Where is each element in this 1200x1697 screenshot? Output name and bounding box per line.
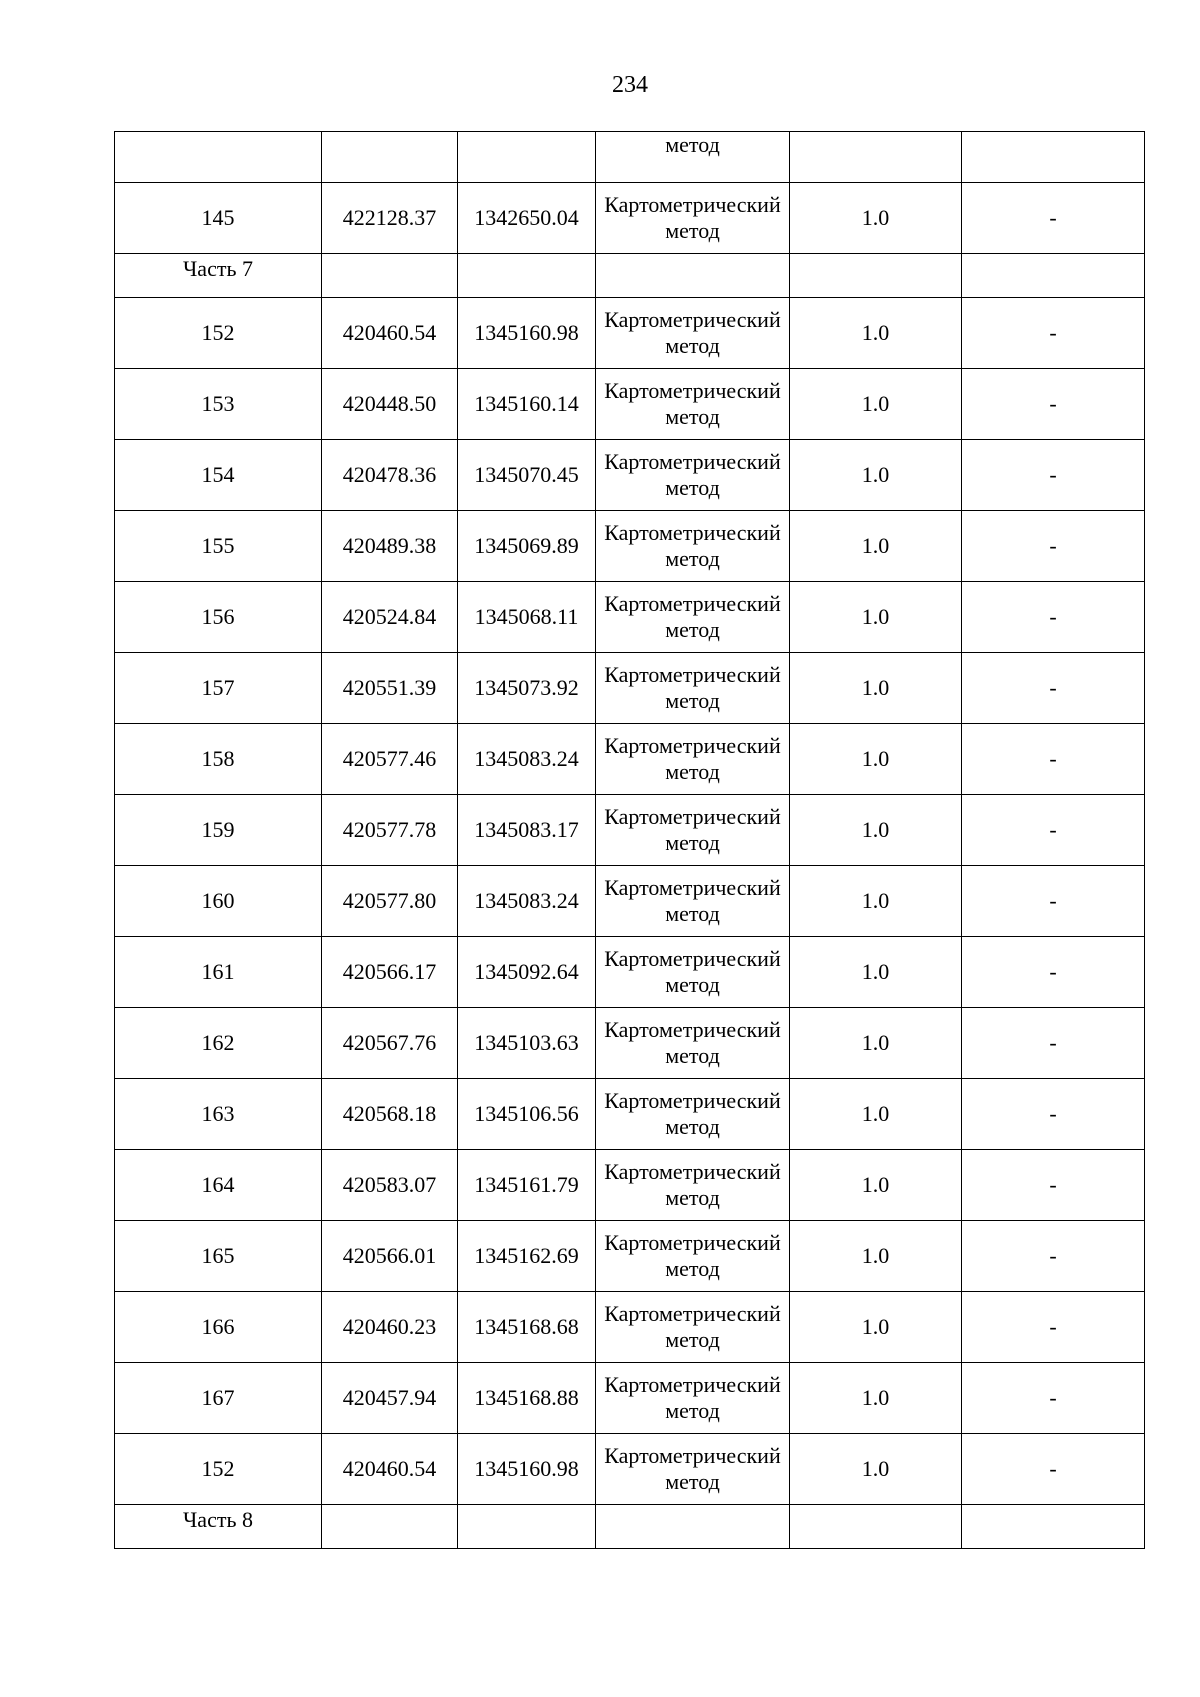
cell-accuracy (790, 132, 962, 183)
method-line: метод (665, 759, 720, 784)
cell-y: 1342650.04 (458, 183, 596, 254)
cell-accuracy: 1.0 (790, 1221, 962, 1292)
cell-accuracy: 1.0 (790, 795, 962, 866)
cell-y (458, 254, 596, 298)
table-row-part-heading (115, 254, 1145, 298)
table-row (115, 511, 1145, 582)
cell-accuracy: 1.0 (790, 511, 962, 582)
cell-y (458, 132, 596, 183)
cell-x: 420568.18 (322, 1079, 458, 1150)
table-row (115, 724, 1145, 795)
cell-x: 420489.38 (322, 511, 458, 582)
cell-accuracy: 1.0 (790, 1150, 962, 1221)
cell-y: 1345168.88 (458, 1363, 596, 1434)
cell-description (962, 132, 1145, 183)
table-row (115, 937, 1145, 1008)
cell-accuracy: 1.0 (790, 937, 962, 1008)
table-row (115, 1221, 1145, 1292)
cell-method (596, 937, 790, 1008)
method-line: Картометрический (604, 946, 781, 971)
cell-point: 164 (115, 1150, 322, 1221)
cell-y (458, 1505, 596, 1549)
cell-point: 162 (115, 1008, 322, 1079)
method-line: Картометрический (604, 591, 781, 616)
cell-method (596, 1292, 790, 1363)
cell-accuracy: 1.0 (790, 582, 962, 653)
method-line: Картометрический (604, 1301, 781, 1326)
cell-y: 1345069.89 (458, 511, 596, 582)
cell-point: 161 (115, 937, 322, 1008)
cell-description: - (962, 937, 1145, 1008)
cell-x: 420460.54 (322, 1434, 458, 1505)
cell-x: 420448.50 (322, 369, 458, 440)
cell-accuracy: 1.0 (790, 183, 962, 254)
table-row (115, 1292, 1145, 1363)
cell-y: 1345083.17 (458, 795, 596, 866)
cell-x: 420457.94 (322, 1363, 458, 1434)
method-line: метод (665, 1256, 720, 1281)
cell-x: 420583.07 (322, 1150, 458, 1221)
cell-y: 1345161.79 (458, 1150, 596, 1221)
cell-method (596, 1221, 790, 1292)
table-row (115, 1150, 1145, 1221)
cell-point: 166 (115, 1292, 322, 1363)
cell-x: 420524.84 (322, 582, 458, 653)
method-line: Картометрический (604, 1017, 781, 1042)
cell-y: 1345092.64 (458, 937, 596, 1008)
table-row (115, 440, 1145, 511)
cell-point: 152 (115, 298, 322, 369)
cell-accuracy: 1.0 (790, 653, 962, 724)
coordinates-table-body (115, 132, 1145, 1549)
method-line: метод (665, 475, 720, 500)
method-line: Картометрический (604, 1443, 781, 1468)
cell-method (596, 1505, 790, 1549)
method-line: метод (665, 972, 720, 997)
method-line: метод (665, 901, 720, 926)
cell-x: 420478.36 (322, 440, 458, 511)
cell-accuracy (790, 254, 962, 298)
cell-description: - (962, 1363, 1145, 1434)
cell-point: 156 (115, 582, 322, 653)
cell-description (962, 254, 1145, 298)
cell-x (322, 132, 458, 183)
cell-method (596, 254, 790, 298)
cell-y: 1345103.63 (458, 1008, 596, 1079)
cell-x: 420567.76 (322, 1008, 458, 1079)
table-row (115, 183, 1145, 254)
table-row (115, 866, 1145, 937)
cell-x: 420577.80 (322, 866, 458, 937)
cell-y: 1345073.92 (458, 653, 596, 724)
table-row (115, 298, 1145, 369)
method-line: метод (665, 1043, 720, 1068)
cell-description: - (962, 1079, 1145, 1150)
cell-y: 1345160.14 (458, 369, 596, 440)
cell-method (596, 440, 790, 511)
method-line: Картометрический (604, 378, 781, 403)
cell-accuracy: 1.0 (790, 1079, 962, 1150)
cell-y: 1345168.68 (458, 1292, 596, 1363)
cell-accuracy: 1.0 (790, 440, 962, 511)
cell-accuracy: 1.0 (790, 369, 962, 440)
cell-method (596, 132, 790, 183)
cell-method (596, 298, 790, 369)
cell-x: 420460.54 (322, 298, 458, 369)
cell-point: 153 (115, 369, 322, 440)
coordinates-table (114, 131, 1145, 1549)
cell-description: - (962, 511, 1145, 582)
table-row-part-heading (115, 1505, 1145, 1549)
method-line: метод (665, 830, 720, 855)
cell-description: - (962, 1221, 1145, 1292)
method-line: Картометрический (604, 192, 781, 217)
cell-description: - (962, 1434, 1145, 1505)
cell-method (596, 1150, 790, 1221)
cell-point: 154 (115, 440, 322, 511)
method-line: метод (665, 1114, 720, 1139)
method-line: метод (665, 617, 720, 642)
cell-point: 145 (115, 183, 322, 254)
table-row (115, 1008, 1145, 1079)
cell-method (596, 511, 790, 582)
method-line: метод (665, 132, 720, 157)
cell-method (596, 1434, 790, 1505)
method-line: Картометрический (604, 307, 781, 332)
cell-point: 158 (115, 724, 322, 795)
cell-y: 1345070.45 (458, 440, 596, 511)
cell-accuracy: 1.0 (790, 1008, 962, 1079)
cell-x: 420551.39 (322, 653, 458, 724)
part-label: Часть 7 (115, 254, 322, 298)
cell-description: - (962, 795, 1145, 866)
table-row (115, 369, 1145, 440)
cell-point: 160 (115, 866, 322, 937)
cell-point: 163 (115, 1079, 322, 1150)
cell-description: - (962, 866, 1145, 937)
method-line: метод (665, 404, 720, 429)
cell-description (962, 1505, 1145, 1549)
cell-accuracy: 1.0 (790, 1434, 962, 1505)
cell-method (596, 582, 790, 653)
method-line: Картометрический (604, 804, 781, 829)
cell-method (596, 369, 790, 440)
cell-description: - (962, 724, 1145, 795)
cell-y: 1345160.98 (458, 1434, 596, 1505)
cell-accuracy: 1.0 (790, 298, 962, 369)
cell-description: - (962, 1008, 1145, 1079)
cell-point: 159 (115, 795, 322, 866)
cell-y: 1345162.69 (458, 1221, 596, 1292)
cell-point: 152 (115, 1434, 322, 1505)
cell-method (596, 653, 790, 724)
cell-x (322, 1505, 458, 1549)
cell-y: 1345106.56 (458, 1079, 596, 1150)
cell-method (596, 1079, 790, 1150)
cell-x: 420460.23 (322, 1292, 458, 1363)
cell-y: 1345160.98 (458, 298, 596, 369)
table-row (115, 1079, 1145, 1150)
cell-description: - (962, 1150, 1145, 1221)
cell-point: 165 (115, 1221, 322, 1292)
cell-x: 420577.46 (322, 724, 458, 795)
cell-point: 157 (115, 653, 322, 724)
table-row (115, 653, 1145, 724)
cell-x: 420566.17 (322, 937, 458, 1008)
cell-description: - (962, 582, 1145, 653)
method-line: Картометрический (604, 662, 781, 687)
cell-description: - (962, 298, 1145, 369)
cell-x: 422128.37 (322, 183, 458, 254)
method-line: метод (665, 333, 720, 358)
method-line: Картометрический (604, 1372, 781, 1397)
cell-y: 1345083.24 (458, 866, 596, 937)
cell-x: 420566.01 (322, 1221, 458, 1292)
cell-method (596, 795, 790, 866)
page-number: 234 (612, 72, 648, 98)
cell-x: 420577.78 (322, 795, 458, 866)
method-line: метод (665, 546, 720, 571)
method-line: Картометрический (604, 449, 781, 474)
table-row (115, 795, 1145, 866)
table-row (115, 1363, 1145, 1434)
cell-description: - (962, 183, 1145, 254)
method-line: метод (665, 218, 720, 243)
method-line: метод (665, 1185, 720, 1210)
cell-description: - (962, 653, 1145, 724)
cell-method (596, 724, 790, 795)
cell-method (596, 183, 790, 254)
cell-method (596, 1363, 790, 1434)
table-row (115, 582, 1145, 653)
method-line: Картометрический (604, 520, 781, 545)
cell-method (596, 1008, 790, 1079)
table-row (115, 1434, 1145, 1505)
cell-point: 167 (115, 1363, 322, 1434)
cell-accuracy: 1.0 (790, 724, 962, 795)
cell-description: - (962, 440, 1145, 511)
method-line: Картометрический (604, 1088, 781, 1113)
cell-x (322, 254, 458, 298)
method-line: Картометрический (604, 1230, 781, 1255)
cell-description: - (962, 369, 1145, 440)
cell-y: 1345068.11 (458, 582, 596, 653)
cell-y: 1345083.24 (458, 724, 596, 795)
cell-method (596, 866, 790, 937)
method-line: метод (665, 688, 720, 713)
cell-accuracy: 1.0 (790, 1363, 962, 1434)
method-line: Картометрический (604, 1159, 781, 1184)
method-line: метод (665, 1398, 720, 1423)
table-row-continued (115, 132, 1145, 183)
cell-accuracy: 1.0 (790, 1292, 962, 1363)
method-line: Картометрический (604, 875, 781, 900)
cell-accuracy: 1.0 (790, 866, 962, 937)
cell-accuracy (790, 1505, 962, 1549)
method-line: Картометрический (604, 733, 781, 758)
cell-point (115, 132, 322, 183)
method-line: метод (665, 1327, 720, 1352)
part-label: Часть 8 (115, 1505, 322, 1549)
cell-point: 155 (115, 511, 322, 582)
cell-description: - (962, 1292, 1145, 1363)
method-line: метод (665, 1469, 720, 1494)
